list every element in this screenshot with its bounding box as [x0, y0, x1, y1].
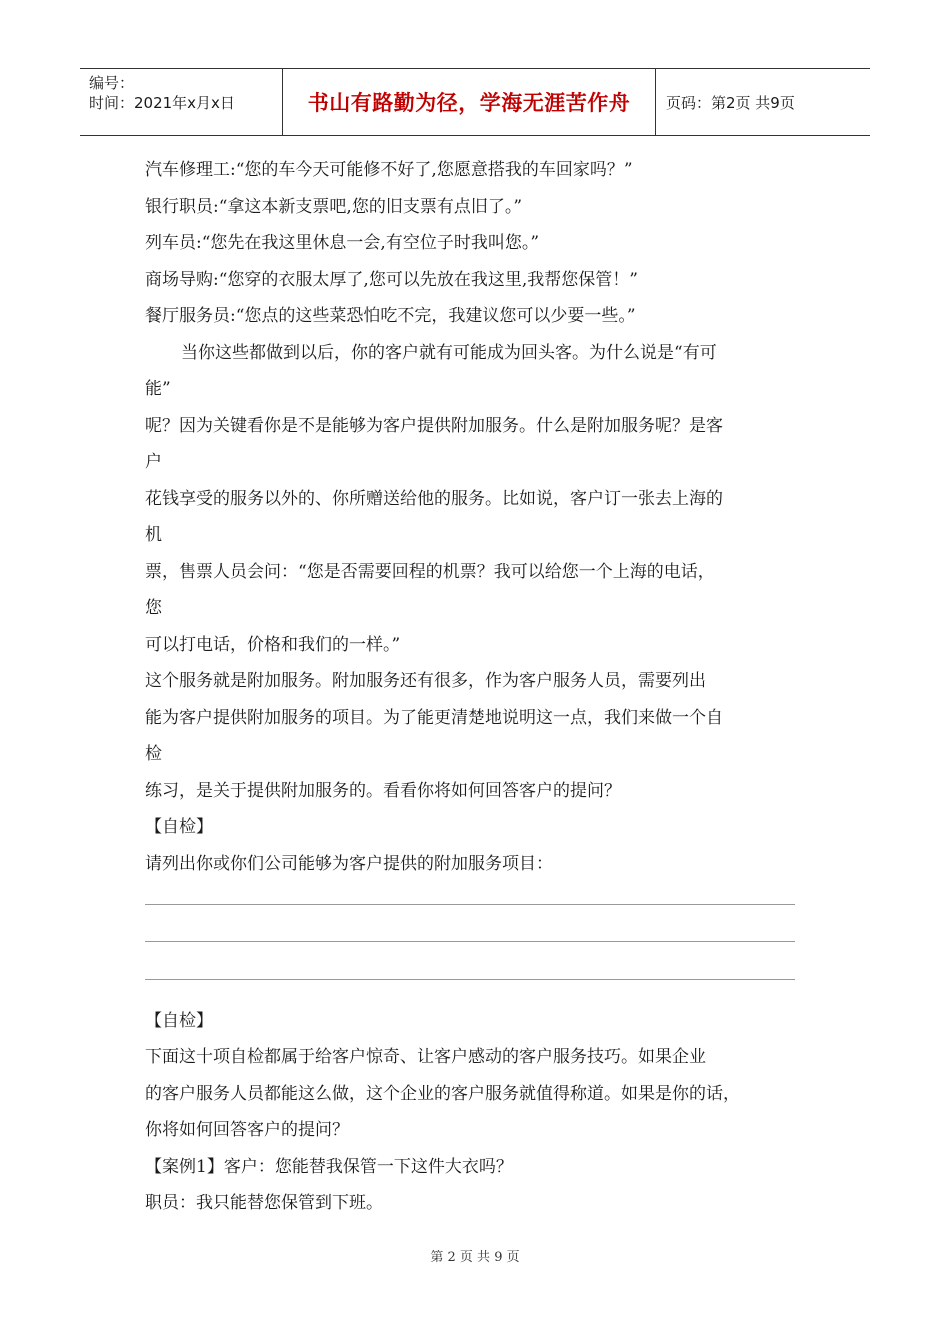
paragraph-line: 花钱享受的服务以外的、你所赠送给他的服务。比如说，客户订一张去上海的	[145, 488, 723, 509]
page-footer: 第 2 页 共 9 页	[430, 1250, 520, 1265]
paragraph-line: 票，售票人员会问：“您是否需要回程的机票？我可以给您一个上海的电话，	[145, 561, 715, 582]
time-label: 时间：2021年x月x日	[89, 94, 235, 112]
header-left-cell	[80, 69, 282, 135]
paragraph-line: 的客户服务人员都能这么做，这个企业的客户服务就值得称道。如果是你的话，	[145, 1083, 740, 1104]
paragraph-line: 这个服务就是附加服务。附加服务还有很多，作为客户服务人员，需要列出	[145, 671, 706, 691]
paragraph-line: 户	[145, 452, 162, 472]
paragraph-line: 汽车修理工:“您的车今天可能修不好了,您愿意搭我的车回家吗？”	[145, 160, 633, 180]
fill-in-line[interactable]	[145, 882, 815, 920]
paragraph-line: 机	[145, 525, 162, 545]
paragraph-line: 练习，是关于提供附加服务的。看看你将如何回答客户的提问？	[145, 780, 621, 801]
paragraph-line: 你将如何回答客户的提问？	[145, 1120, 349, 1140]
number-label: 编号：	[89, 74, 135, 92]
paragraph-line: 呢？因为关键看你是不是能够为客户提供附加服务。什么是附加服务呢？是客	[145, 415, 723, 436]
page-header	[80, 68, 870, 136]
paragraph-line: 检	[145, 744, 162, 764]
document-body	[145, 152, 815, 1222]
paragraph-line: 职员：我只能替您保管到下班。	[145, 1193, 383, 1213]
paragraph-line: 列车员:“您先在我这里休息一会,有空位子时我叫您。”	[145, 233, 540, 253]
paragraph-line: 【案例1】客户：您能替我保管一下这件大衣吗？	[145, 1156, 513, 1177]
fill-in-line[interactable]	[145, 920, 815, 958]
paragraph-line: 能”	[145, 379, 171, 399]
paragraph-line: 商场导购:“您穿的衣服太厚了,您可以先放在我这里,我帮您保管！”	[145, 269, 638, 290]
paragraph-line: 可以打电话，价格和我们的一样。”	[145, 634, 401, 655]
fill-in-line[interactable]	[145, 957, 815, 995]
paragraph-line: 银行职员:“拿这本新支票吧,您的旧支票有点旧了。”	[145, 196, 523, 217]
spacer	[145, 995, 815, 1003]
paragraph-line: 请列出你或你们公司能够为客户提供的附加服务项目：	[145, 853, 553, 874]
section-heading: 【自检】	[145, 817, 213, 837]
paragraph-line: 下面这十项自检都属于给客户惊奇、让客户感动的客户服务技巧。如果企业	[145, 1047, 706, 1067]
motto: 书山有路勤为径，学海无涯苦作舟	[282, 69, 656, 135]
paragraph-line: 能为客户提供附加服务的项目。为了能更清楚地说明这一点，我们来做一个自	[145, 707, 723, 728]
page-label: 页码：第2页 共9页	[666, 93, 795, 112]
paragraph-line: 当你这些都做到以后，你的客户就有可能成为回头客。为什么说是“有可	[181, 342, 717, 363]
paragraph-line: 您	[145, 598, 162, 618]
section-heading: 【自检】	[145, 1010, 213, 1031]
paragraph-line: 餐厅服务员:“您点的这些菜恐怕吃不完，我建议您可以少要一些。”	[145, 306, 636, 326]
